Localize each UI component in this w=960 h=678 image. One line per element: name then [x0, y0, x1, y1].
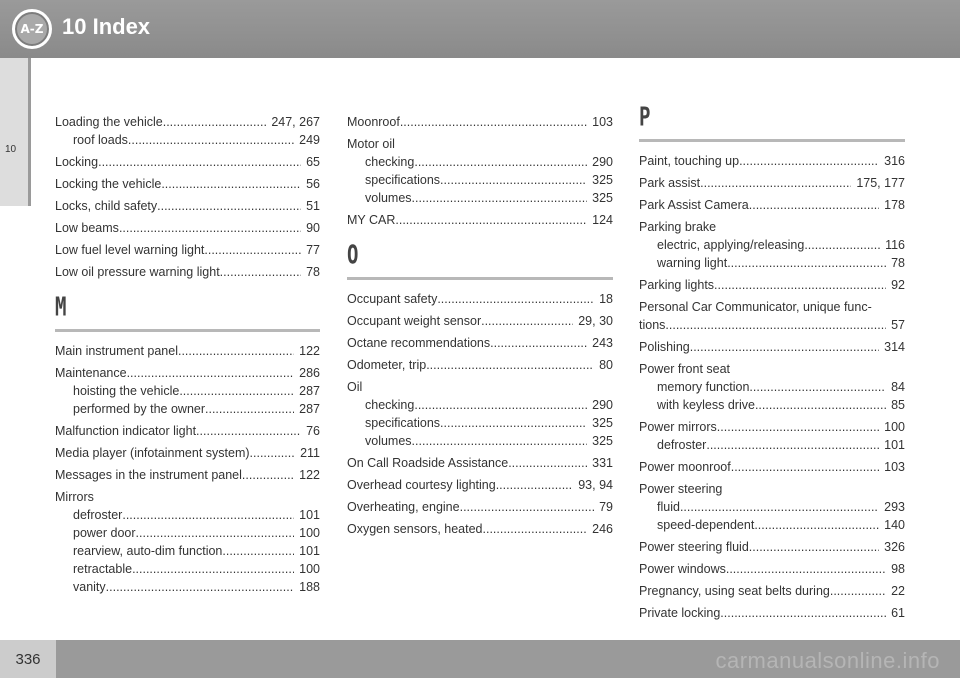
entry-term: Loading the vehicle [55, 115, 163, 129]
entry-page-ref: 175, 177 [856, 176, 905, 190]
index-letter-heading [639, 102, 905, 142]
letter-heading-text: O [347, 240, 359, 271]
index-entry-line [639, 276, 905, 294]
index-entry-line [55, 241, 320, 259]
index-entry-line [639, 152, 905, 170]
index-subentry [639, 436, 905, 454]
entry-term: Locks, child safety [55, 199, 158, 213]
index-entry-line [55, 175, 320, 193]
entry-term: hoisting the vehicle [73, 384, 180, 398]
entry-term: Occupant safety [347, 292, 438, 306]
entry-page-ref: 140 [884, 518, 905, 532]
index-entry [55, 488, 320, 596]
entry-term: specifications [365, 416, 441, 430]
dot-leader [755, 396, 886, 414]
dot-leader [483, 520, 588, 538]
entry-page-ref: 287 [299, 402, 320, 416]
dot-leader [680, 498, 879, 516]
dot-leader [830, 582, 886, 600]
entry-page-ref: 98 [891, 562, 905, 576]
index-entry [639, 458, 905, 476]
index-column-1 [55, 113, 320, 600]
index-subentry [55, 506, 320, 524]
a-z-index-icon: A-Z [12, 9, 52, 49]
index-subentry [347, 432, 613, 450]
dot-leader [706, 436, 879, 454]
dot-leader [739, 152, 879, 170]
index-entry-line [55, 219, 320, 237]
index-subentry [55, 131, 320, 149]
index-entry-line [639, 458, 905, 476]
dot-leader [119, 219, 301, 237]
entry-page-ref: 56 [306, 177, 320, 191]
entry-page-ref: 65 [306, 155, 320, 169]
entry-term: specifications [365, 173, 441, 187]
index-subentry [55, 400, 320, 418]
entry-page-ref: 22 [891, 584, 905, 598]
entry-term: volumes [365, 191, 412, 205]
dot-leader [440, 171, 587, 189]
dot-leader [412, 189, 588, 207]
dot-leader [414, 153, 587, 171]
index-entry [639, 360, 905, 414]
entry-page-ref: 61 [891, 606, 905, 620]
entry-term: defroster [657, 438, 707, 452]
index-subentry [639, 498, 905, 516]
entry-term: MY CAR [347, 213, 396, 227]
index-entry-line [55, 342, 320, 360]
entry-term: Park assist [639, 176, 701, 190]
dot-leader [804, 236, 880, 254]
dot-leader [496, 476, 574, 494]
index-entry [639, 338, 905, 356]
index-entry-line [55, 364, 320, 382]
index-column-3 [639, 102, 905, 626]
dot-leader [250, 444, 296, 462]
index-subentry [639, 254, 905, 272]
entry-page-ref: 286 [299, 366, 320, 380]
entry-term: performed by the owner [73, 402, 206, 416]
index-entry-line [55, 444, 320, 462]
index-entry [639, 560, 905, 578]
entry-term: retractable [73, 562, 133, 576]
index-entry-line [639, 560, 905, 578]
index-subentry [639, 516, 905, 534]
index-subentry [347, 396, 613, 414]
index-entry [639, 604, 905, 622]
dot-leader [727, 254, 886, 272]
index-entry [639, 152, 905, 170]
entry-term: volumes [365, 434, 412, 448]
index-entry-line [347, 135, 613, 153]
letter-heading-text: P [639, 102, 651, 133]
dot-leader [665, 316, 886, 334]
index-entry [347, 378, 613, 450]
index-subentry [55, 382, 320, 400]
index-entry [55, 241, 320, 259]
entry-term: Moonroof [347, 115, 400, 129]
entry-page-ref: 92 [891, 278, 905, 292]
entry-page-ref: 100 [299, 526, 320, 540]
dot-leader [98, 153, 301, 171]
entry-term: Oil [347, 380, 363, 394]
entry-term: On Call Roadside Assistance [347, 456, 509, 470]
index-subentry [347, 189, 613, 207]
dot-leader [731, 458, 879, 476]
entry-term: Media player (infotainment system) [55, 446, 250, 460]
entry-term: Power front seat [639, 362, 731, 376]
chapter-header [0, 0, 960, 58]
entry-page-ref: 57 [891, 318, 905, 332]
dot-leader [700, 174, 851, 192]
dot-leader [222, 542, 294, 560]
dot-leader [204, 241, 301, 259]
entry-term: Low oil pressure warning light [55, 265, 220, 279]
index-entry [347, 113, 613, 131]
entry-page-ref: 101 [299, 508, 320, 522]
entry-term: checking [365, 398, 415, 412]
index-entry-line [639, 298, 905, 316]
index-entry [347, 498, 613, 516]
dot-leader [754, 516, 879, 534]
entry-page-ref: 93, 94 [578, 478, 613, 492]
entry-page-ref: 178 [884, 198, 905, 212]
index-entry-line [55, 197, 320, 215]
entry-page-ref: 243 [592, 336, 613, 350]
entry-page-ref: 247, 267 [271, 115, 320, 129]
entry-page-ref: 76 [306, 424, 320, 438]
index-subentry [55, 578, 320, 596]
index-entry-line [639, 338, 905, 356]
dot-leader [220, 263, 301, 281]
entry-page-ref: 85 [891, 398, 905, 412]
index-subentry [347, 153, 613, 171]
entry-page-ref: 90 [306, 221, 320, 235]
dot-leader [128, 131, 294, 149]
dot-leader [440, 414, 587, 432]
dot-leader [122, 506, 294, 524]
index-entry-line [347, 290, 613, 308]
entry-page-ref: 101 [299, 544, 320, 558]
entry-term: Power windows [639, 562, 726, 576]
dot-leader [690, 338, 879, 356]
dot-leader [726, 560, 886, 578]
entry-term: warning light [657, 256, 728, 270]
index-entry [347, 312, 613, 330]
entry-page-ref: 211 [300, 446, 320, 460]
index-entry-line [639, 604, 905, 622]
dot-leader [749, 378, 886, 396]
dot-leader [127, 364, 295, 382]
letter-heading-rule [347, 277, 613, 280]
index-entry-line [347, 476, 613, 494]
entry-page-ref: 79 [599, 500, 613, 514]
entry-term: Malfunction indicator light [55, 424, 197, 438]
dot-leader [714, 276, 886, 294]
index-entry-line [347, 356, 613, 374]
dot-leader [412, 432, 588, 450]
entry-term: checking [365, 155, 415, 169]
index-entry [347, 520, 613, 538]
entry-page-ref: 293 [884, 500, 905, 514]
entry-term: rearview, auto-dim function [73, 544, 223, 558]
entry-page-ref: 100 [299, 562, 320, 576]
entry-term: Main instrument panel [55, 344, 178, 358]
dot-leader [136, 524, 295, 542]
index-subentry [639, 396, 905, 414]
index-subentry [55, 524, 320, 542]
index-entry-line [347, 520, 613, 538]
index-subentry [347, 171, 613, 189]
index-entry [347, 211, 613, 229]
dot-leader [395, 211, 587, 229]
entry-page-ref: 325 [592, 434, 613, 448]
index-entry-line [639, 218, 905, 236]
index-entry-line [639, 174, 905, 192]
side-tab-label: 10 [5, 144, 17, 155]
chapter-title: 10 Index [62, 14, 151, 39]
entry-page-ref: 290 [592, 398, 613, 412]
index-entry-line [347, 312, 613, 330]
entry-page-ref: 326 [884, 540, 905, 554]
dot-leader [460, 498, 595, 516]
index-subentry [639, 236, 905, 254]
entry-page-ref: 124 [592, 213, 613, 227]
entry-page-ref: 122 [299, 344, 320, 358]
entry-term: Personal Car Communicator, unique func- [639, 300, 872, 314]
index-entry [347, 356, 613, 374]
entry-term: Low fuel level warning light [55, 243, 205, 257]
entry-term: Power mirrors [639, 420, 717, 434]
index-entry-line [55, 263, 320, 281]
entry-page-ref: 314 [884, 340, 905, 354]
index-entry [55, 175, 320, 193]
index-entry-line [639, 196, 905, 214]
entry-page-ref: 51 [306, 199, 320, 213]
dot-leader [426, 356, 594, 374]
entry-term: Parking lights [639, 278, 715, 292]
dot-leader [400, 113, 587, 131]
entry-page-ref: 122 [299, 468, 320, 482]
entry-page-ref: 103 [592, 115, 613, 129]
entry-page-ref: 325 [592, 191, 613, 205]
index-entry [55, 153, 320, 171]
dot-leader [161, 175, 301, 193]
index-entry [639, 276, 905, 294]
entry-term: Private locking [639, 606, 721, 620]
entry-term: Paint, touching up [639, 154, 740, 168]
index-entry-line [639, 316, 905, 334]
entry-term: Polishing [639, 340, 690, 354]
page-footer [0, 640, 960, 678]
letter-heading-rule [55, 329, 320, 332]
index-entry [55, 342, 320, 360]
dot-leader [205, 400, 294, 418]
entry-term: Locking [55, 155, 99, 169]
entry-term: Mirrors [55, 490, 94, 504]
index-entry [639, 538, 905, 556]
dot-leader [242, 466, 294, 484]
dot-leader [508, 454, 587, 472]
index-entry [347, 454, 613, 472]
entry-term: Park Assist Camera [639, 198, 749, 212]
entry-page-ref: 116 [885, 238, 905, 252]
entry-term: speed-dependent [657, 518, 755, 532]
dot-leader [106, 578, 294, 596]
entry-page-ref: 331 [592, 456, 613, 470]
index-entry [55, 219, 320, 237]
entry-page-ref: 188 [299, 580, 320, 594]
dot-leader [178, 342, 294, 360]
index-entry-line [639, 480, 905, 498]
entry-page-ref: 325 [592, 173, 613, 187]
entry-term: Oxygen sensors, heated [347, 522, 483, 536]
dot-leader [720, 604, 886, 622]
index-entry [55, 113, 320, 149]
entry-page-ref: 84 [891, 380, 905, 394]
entry-term: roof loads [73, 133, 128, 147]
index-entry [55, 197, 320, 215]
entry-term: Low beams [55, 221, 119, 235]
dot-leader [749, 196, 879, 214]
entry-page-ref: 103 [884, 460, 905, 474]
entry-term: electric, applying/releasing [657, 238, 805, 252]
dot-leader [437, 290, 594, 308]
entry-page-ref: 100 [884, 420, 905, 434]
index-entry [347, 290, 613, 308]
index-entry [639, 418, 905, 454]
entry-term: Overhead courtesy lighting [347, 478, 496, 492]
entry-term: Overheating, engine [347, 500, 460, 514]
dot-leader [749, 538, 879, 556]
index-entry [639, 582, 905, 600]
index-entry [639, 196, 905, 214]
entry-term: Occupant weight sensor [347, 314, 482, 328]
letter-heading-rule [639, 139, 905, 142]
entry-page-ref: 29, 30 [578, 314, 613, 328]
index-entry [347, 334, 613, 352]
dot-leader [132, 560, 294, 578]
index-entry-line [347, 378, 613, 396]
index-entry [347, 476, 613, 494]
entry-page-ref: 290 [592, 155, 613, 169]
entry-page-ref: 78 [891, 256, 905, 270]
watermark: carmanualsonline.info [715, 648, 940, 673]
dot-leader [481, 312, 573, 330]
dot-leader [196, 422, 301, 440]
entry-term: memory function [657, 380, 750, 394]
entry-page-ref: 316 [884, 154, 905, 168]
entry-page-ref: 246 [592, 522, 613, 536]
index-entry-line [639, 582, 905, 600]
dot-leader [717, 418, 879, 436]
index-entry [639, 174, 905, 192]
index-entry [55, 466, 320, 484]
entry-page-ref: 80 [599, 358, 613, 372]
dot-leader [179, 382, 294, 400]
index-entry [55, 364, 320, 418]
page-number: 336 [0, 640, 56, 678]
entry-term: power door [73, 526, 136, 540]
entry-term: Locking the vehicle [55, 177, 162, 191]
entry-term: fluid [657, 500, 680, 514]
index-entry [639, 480, 905, 534]
index-entry-line [347, 211, 613, 229]
entry-page-ref: 249 [299, 133, 320, 147]
entry-term: Maintenance [55, 366, 127, 380]
entry-term: Odometer, trip [347, 358, 427, 372]
entry-page-ref: 18 [599, 292, 613, 306]
dot-leader [163, 113, 267, 131]
index-letter-heading [55, 292, 320, 332]
index-entry-line [347, 498, 613, 516]
entry-term: defroster [73, 508, 123, 522]
entry-term: tions [639, 318, 666, 332]
entry-term: Power steering [639, 482, 723, 496]
entry-term: with keyless drive [657, 398, 755, 412]
index-entry [55, 444, 320, 462]
index-subentry [55, 542, 320, 560]
entry-page-ref: 78 [306, 265, 320, 279]
index-entry-line [639, 418, 905, 436]
index-subentry [347, 414, 613, 432]
index-entry-line [55, 113, 320, 131]
dot-leader [414, 396, 587, 414]
index-entry-line [639, 360, 905, 378]
entry-term: Messages in the instrument panel [55, 468, 242, 482]
index-letter-heading [347, 240, 613, 280]
index-entry [55, 263, 320, 281]
letter-heading-text: M [55, 292, 67, 323]
index-entry-line [639, 538, 905, 556]
index-entry-line [347, 454, 613, 472]
index-subentry [55, 560, 320, 578]
index-entry-line [55, 466, 320, 484]
entry-term: Power steering fluid [639, 540, 749, 554]
index-entry-line [55, 422, 320, 440]
index-entry-line [55, 153, 320, 171]
entry-page-ref: 325 [592, 416, 613, 430]
entry-term: Motor oil [347, 137, 395, 151]
entry-page-ref: 287 [299, 384, 320, 398]
index-entry [639, 298, 905, 334]
index-column-2 [347, 113, 613, 542]
entry-page-ref: 77 [306, 243, 320, 257]
entry-term: Pregnancy, using seat belts during [639, 584, 830, 598]
entry-term: Octane recommendations [347, 336, 491, 350]
index-entry [639, 218, 905, 272]
index-entry [55, 422, 320, 440]
dot-leader [490, 334, 587, 352]
index-subentry [639, 378, 905, 396]
entry-term: Parking brake [639, 220, 717, 234]
index-entry-line [347, 113, 613, 131]
index-entry-line [347, 334, 613, 352]
entry-page-ref: 101 [884, 438, 905, 452]
dot-leader [157, 197, 301, 215]
index-entry-line [55, 488, 320, 506]
chapter-side-tab [0, 58, 31, 206]
entry-term: Power moonroof [639, 460, 731, 474]
entry-term: vanity [73, 580, 106, 594]
index-entry [347, 135, 613, 207]
